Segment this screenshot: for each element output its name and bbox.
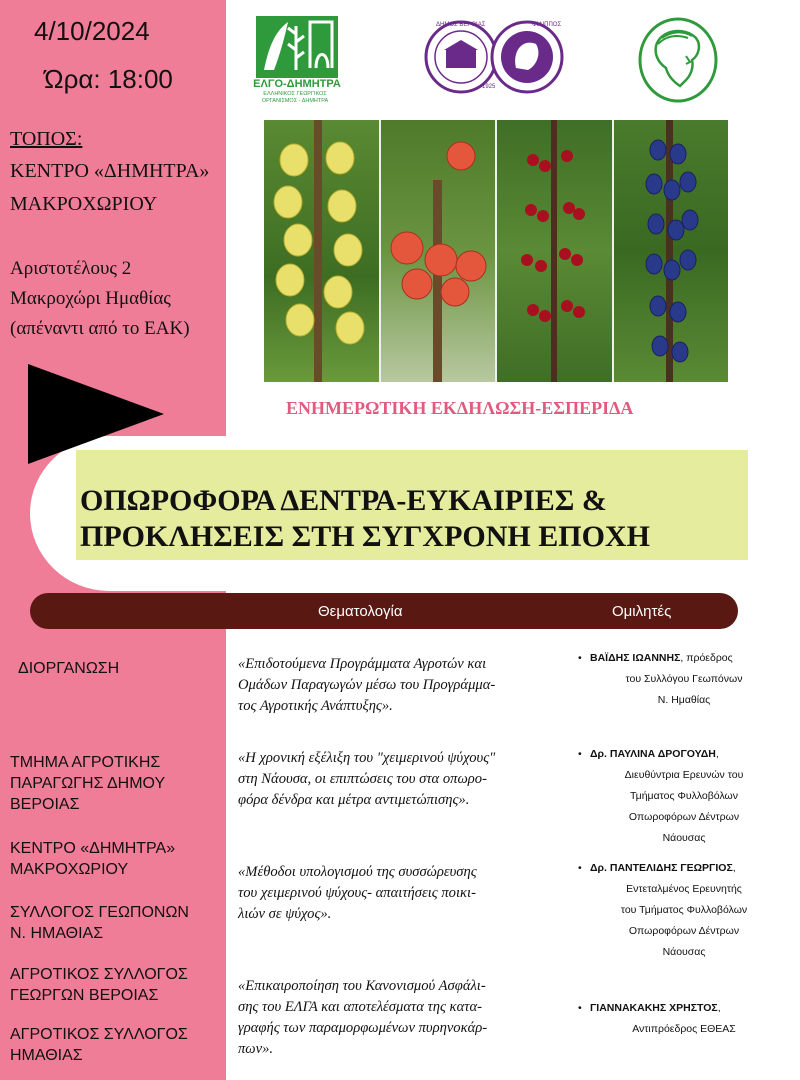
topic-item [238,976,564,1060]
topic-item [238,748,564,811]
organizer-line: ΠΑΡΑΓΩΓΗΣ ΔΗΜΟΥ [10,775,166,792]
elgo-subtitle: ΟΡΓΑΝΙΣΜΟΣ - ΔΗΜΗΤΡΑ [261,98,329,104]
pear-fruit-icon [264,120,378,382]
municipality-seal [424,20,564,94]
organizer-line: ΜΑΚΡΟΧΩΡΙΟΥ [10,861,129,878]
speaker-name: Δρ. ΠΑΥΛΙΝΑ ΔΡΟΓΟΥΔΗ [590,748,716,760]
peach-tree-image [379,120,496,382]
speaker-role: Οπωροφόρων Δέντρων [628,925,740,937]
organizer-line: ΓΕΩΡΓΩΝ ΒΕΡΟΙΑΣ [10,987,159,1004]
seal-text: ΦΙΛΙΠΠΟΣ [532,22,562,28]
event-subtitle: ΕΝΗΜΕΡΩΤΙΚΗ ΕΚΔΗΛΩΣΗ-ΕΣΠΕΡΙΔΑ [286,398,634,418]
speaker-name: Δρ. ΠΑΝΤΕΛΙΔΗΣ ΓΕΩΡΓΙΟΣ [590,862,733,874]
plum-fruit-icon [614,120,728,382]
goddess-profile-icon [636,16,720,104]
organizer-line: Ν. ΗΜΑΘΙΑΣ [10,925,104,942]
topic-line: πων». [238,1041,274,1057]
organizer-item [10,838,175,880]
topic-item [238,862,564,925]
organizer-line: ΗΜΑΘΙΑΣ [10,1047,83,1064]
peach-fruit-icon [381,120,495,382]
speaker-role: , [715,748,719,760]
speaker-item [578,998,778,1040]
place-name: ΚΕΝΤΡΟ «ΔΗΜΗΤΡΑ» [10,160,210,182]
speaker-role: , [717,1002,721,1014]
topic-line: τος Αγροτικής Ανάπτυξης». [238,698,393,714]
place-label: ΤΟΠΟΣ: [10,128,83,150]
topic-item [238,654,564,717]
topic-line: στη Νάουσα, οι επιπτώσεις του στα οπωρο- [238,771,487,787]
cherry-fruit-icon [497,120,611,382]
topic-line: «Η χρονική εξέλιξη του "χειμερινού ψύχους" [238,750,496,766]
organizer-line: ΑΓΡΟΤΙΚΟΣ ΣΥΛΛΟΓΟΣ [10,966,188,983]
topic-line: σης του ΕΛΓΑ και αποτελέσματα της κατα- [238,999,482,1015]
fruit-trees-photo [264,120,728,382]
speaker-role: Τμήματος Φυλλοβόλων [630,790,738,802]
topic-line: γραφής των παραμορφωμένων πυρηνοκάρ- [238,1020,488,1036]
speaker-item [578,744,778,849]
elgo-dimitra-logo [244,10,346,108]
topic-line: «Επιδοτούμενα Προγράμματα Αγροτών και [238,656,487,672]
speaker-role: Οπωροφόρων Δέντρων [628,811,740,823]
place-name-line2: ΜΑΚΡΟΧΩΡΙΟΥ [10,193,158,215]
cherry-tree-image [495,120,612,382]
organizer-item [10,902,189,944]
bullet-icon: • [578,862,582,874]
organizer-line: ΤΜΗΜΑ ΑΓΡΟΤΙΚΗΣ [10,754,161,771]
address-line: Μακροχώρι Ημαθίας [10,288,171,309]
elgo-subtitle: ΕΛΛΗΝΙΚΟΣ ΓΕΩΡΓΙΚΟΣ [263,91,327,97]
speaker-role: , πρόεδρος [680,652,733,664]
speaker-item [578,858,778,963]
organizer-line: ΒΕΡΟΙΑΣ [10,796,80,813]
speaker-item [578,648,778,711]
elgo-name: ΕΛΓΟ-ΔΗΜΗΤΡΑ [253,78,341,90]
pear-tree-image [264,120,379,382]
bullet-icon: • [578,652,582,664]
speaker-role: Ν. Ημαθίας [657,694,711,706]
speaker-role: Εντεταλμένος Ερευνητής [626,883,742,895]
address [10,254,190,344]
address-line: Αριστοτέλους 2 [10,258,132,279]
speaker-role: Διευθύντρια Ερευνών του [624,769,744,781]
topic-line: λιών σε ψύχος». [238,906,332,922]
speaker-role: Νάουσας [662,946,706,958]
organizers-label: ΔΙΟΡΓΑΝΩΣΗ [18,660,120,677]
bullet-icon: • [578,1002,582,1014]
topic-line: Ομάδων Παραγωγών μέσω του Προγράμμα- [238,677,496,693]
speaker-role: Νάουσας [662,832,706,844]
organizer-line: ΑΓΡΟΤΙΚΟΣ ΣΥΛΛΟΓΟΣ [10,1026,188,1043]
organizer-item [10,964,188,1006]
center-dimitra-logo [636,16,720,104]
topic-line: του χειμερινού ψύχους- απαιτήσεις ποικι- [238,885,476,901]
organizer-line: ΣΥΛΛΟΓΟΣ ΓΕΩΠΟΝΩΝ [10,904,189,921]
speaker-role: , [732,862,736,874]
seal-text: ΔΗΜΟΣ ΒΕΡΟΙΑΣ [436,22,486,28]
speaker-role: του Τμήματος Φυλλοβόλων [620,904,748,916]
speaker-name: ΓΙΑΝΝΑΚΑΚΗΣ ΧΡΗΣΤΟΣ [590,1002,718,1014]
coin-seal-icon [424,20,564,94]
organizer-line: ΚΕΝΤΡΟ «ΔΗΜΗΤΡΑ» [10,840,176,857]
topic-line: φόρα δένδρα και μέτρα αντιμετώπισης». [238,792,470,808]
event-title: ΟΠΩΡΟΦΟΡΑ ΔΕΝΤΡΑ-ΕΥΚΑΙΡΙΕΣ & [80,484,607,517]
organizer-item [10,752,165,815]
event-title-line2: ΠΡΟΚΛΗΣΕΙΣ ΣΤΗ ΣΥΓΧΡΟΝΗ ΕΠΟΧΗ [80,520,650,553]
event-time: Ώρα: 18:00 [44,64,173,94]
plum-tree-image [612,120,729,382]
event-date: 4/10/2024 [34,16,150,46]
bullet-icon: • [578,748,582,760]
arrow-icon [28,364,164,464]
speaker-role: του Συλλόγου Γεωπόνων [625,673,743,685]
seal-year: 1925 [482,84,496,90]
topic-line: «Επικαιροποίηση του Κανονισμού Ασφάλι- [238,978,486,994]
topics-header: Θεματολογία [318,603,403,620]
address-line: (απέναντι από το ΕΑΚ) [10,318,190,339]
speaker-name: ΒΑΪΔΗΣ ΙΩΑΝΝΗΣ [590,652,681,664]
speakers-header: Ομιλητές [612,603,672,620]
speaker-role: Αντιπρόεδρος ΕΘΕΑΣ [632,1023,736,1035]
topic-line: «Μέθοδοι υπολογισμού της συσσώρευσης [238,864,477,880]
organizer-item [10,1024,188,1066]
